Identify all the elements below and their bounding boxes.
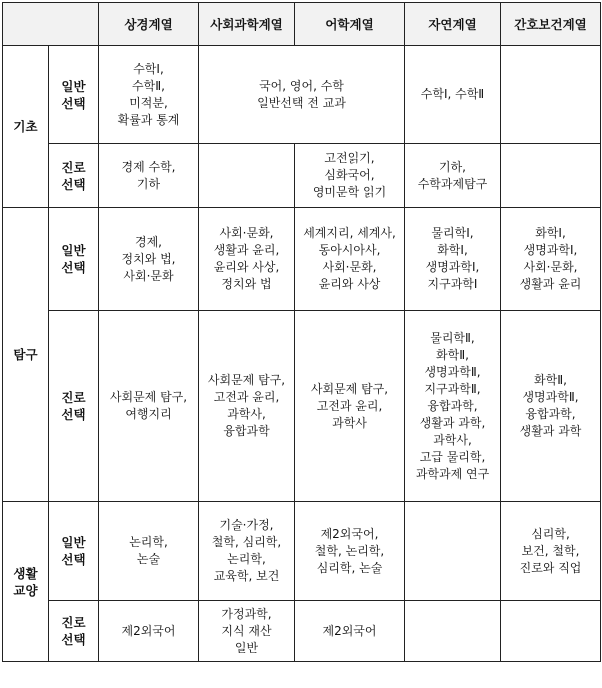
inquiry-general-language: 세계지리, 세계사, 동아시아사, 사회·문화, 윤리와 사상 xyxy=(295,208,405,311)
basic-general-label: 일반 선택 xyxy=(49,46,99,144)
liberal-general-row xyxy=(3,502,601,601)
basic-general-natural: 수학Ⅰ, 수학Ⅱ xyxy=(405,46,501,144)
basic-general-row xyxy=(3,46,601,144)
basic-general-business: 수학Ⅰ, 수학Ⅱ, 미적분, 확률과 통계 xyxy=(99,46,199,144)
basic-career-language: 고전읽기, 심화국어, 영미문학 읽기 xyxy=(295,144,405,208)
basic-general-nursing xyxy=(501,46,601,144)
basic-general-social-language: 국어, 영어, 수학 일반선택 전 교과 xyxy=(199,46,405,144)
basic-career-nursing xyxy=(501,144,601,208)
inquiry-career-language: 사회문제 탐구, 고전과 윤리, 과학사 xyxy=(295,311,405,502)
basic-career-social xyxy=(199,144,295,208)
liberal-general-nursing: 심리학, 보건, 철학, 진로와 직업 xyxy=(501,502,601,601)
inquiry-general-row xyxy=(3,208,601,311)
liberal-career-row xyxy=(3,601,601,662)
liberal-general-social: 기술·가정, 철학, 심리학, 논리학, 교육학, 보건 xyxy=(199,502,295,601)
inquiry-general-label: 일반 선택 xyxy=(49,208,99,311)
header-business: 상경계열 xyxy=(99,3,199,46)
liberal-career-social: 가정과학, 지식 재산 일반 xyxy=(199,601,295,662)
header-social-science: 사회과학계열 xyxy=(199,3,295,46)
group-liberal: 생활 교양 xyxy=(3,502,49,662)
inquiry-career-natural: 물리학Ⅱ, 화학Ⅱ, 생명과학Ⅱ, 지구과학Ⅱ, 융합과학, 생활과 과학, 과학사, 고급 물리학, 과학과제 연구 xyxy=(405,311,501,502)
liberal-career-label: 진로 선택 xyxy=(49,601,99,662)
liberal-general-language: 제2외국어, 철학, 논리학, 심리학, 논술 xyxy=(295,502,405,601)
basic-career-label: 진로 선택 xyxy=(49,144,99,208)
liberal-career-natural xyxy=(405,601,501,662)
inquiry-general-nursing: 화학Ⅰ, 생명과학Ⅰ, 사회·문화, 생활과 윤리 xyxy=(501,208,601,311)
header-natural: 자연계열 xyxy=(405,3,501,46)
inquiry-career-social: 사회문제 탐구, 고전과 윤리, 과학사, 융합과학 xyxy=(199,311,295,502)
liberal-general-business: 논리학, 논술 xyxy=(99,502,199,601)
inquiry-general-social: 사회·문화, 생활과 윤리, 윤리와 사상, 정치와 법 xyxy=(199,208,295,311)
basic-career-natural: 기하, 수학과제탐구 xyxy=(405,144,501,208)
basic-career-business: 경제 수학, 기하 xyxy=(99,144,199,208)
group-inquiry: 탐구 xyxy=(3,208,49,502)
inquiry-career-label: 진로 선택 xyxy=(49,311,99,502)
header-row xyxy=(3,3,601,46)
header-corner xyxy=(3,3,99,46)
inquiry-career-row xyxy=(3,311,601,502)
liberal-general-label: 일반 선택 xyxy=(49,502,99,601)
basic-career-row xyxy=(3,144,601,208)
inquiry-general-business: 경제, 정치와 법, 사회·문화 xyxy=(99,208,199,311)
inquiry-career-nursing: 화학Ⅱ, 생명과학Ⅱ, 융합과학, 생활과 과학 xyxy=(501,311,601,502)
inquiry-career-business: 사회문제 탐구, 여행지리 xyxy=(99,311,199,502)
liberal-career-language: 제2외국어 xyxy=(295,601,405,662)
header-language: 어학계열 xyxy=(295,3,405,46)
group-basic: 기초 xyxy=(3,46,49,208)
liberal-career-business: 제2외국어 xyxy=(99,601,199,662)
course-table xyxy=(2,2,601,662)
inquiry-general-natural: 물리학Ⅰ, 화학Ⅰ, 생명과학Ⅰ, 지구과학Ⅰ xyxy=(405,208,501,311)
header-nursing: 간호보건계열 xyxy=(501,3,601,46)
liberal-career-nursing xyxy=(501,601,601,662)
liberal-general-natural xyxy=(405,502,501,601)
